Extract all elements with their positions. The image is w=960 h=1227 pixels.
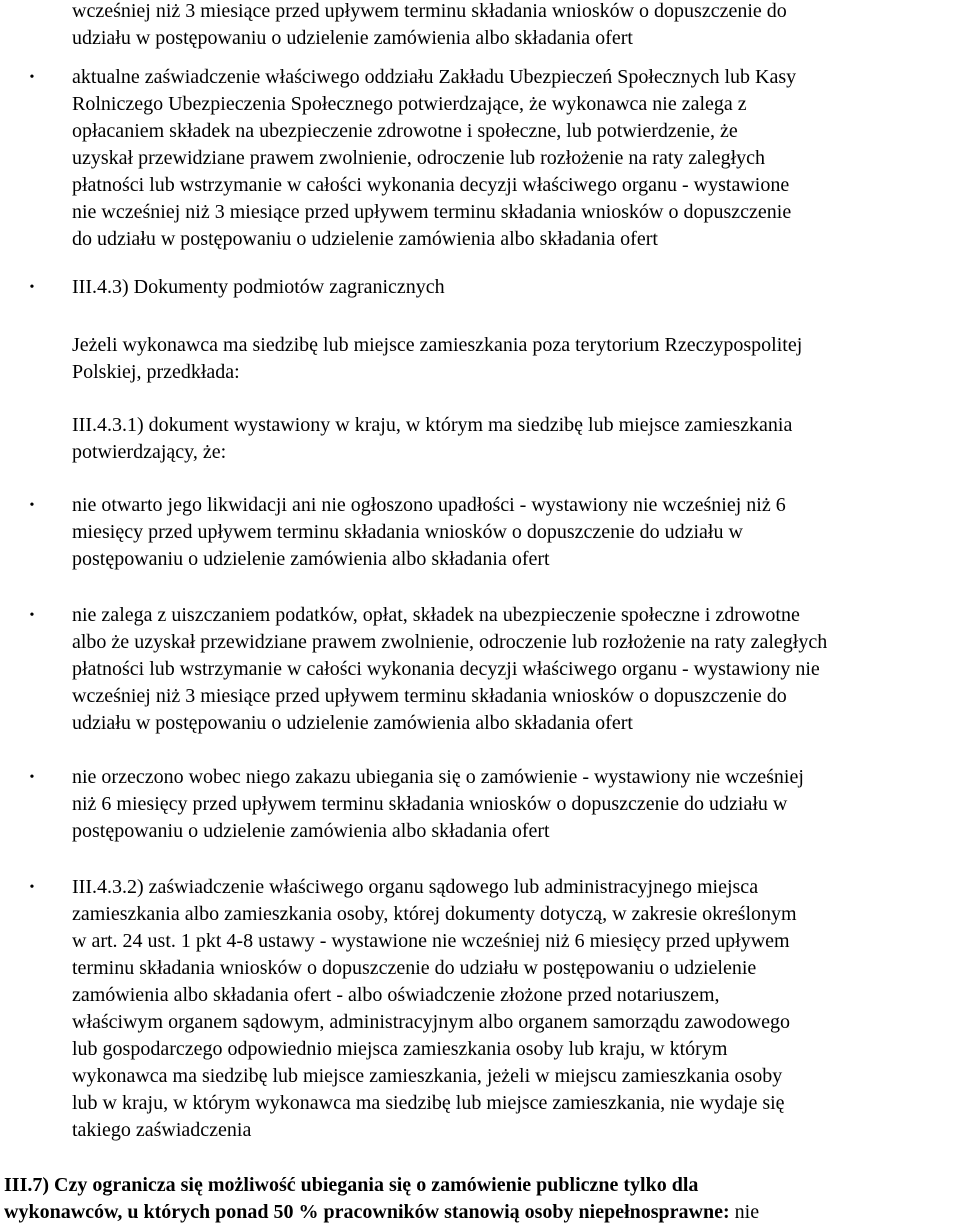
text-line: aktualne zaświadczenie właściwego oddziału Zakładu Ubezpieczeń Społecznych lub Kasy (72, 66, 797, 88)
bullet-marker: • (29, 70, 35, 85)
list-item-no-ban (72, 764, 957, 845)
text-line: Polskiej, przedkłada: (72, 361, 240, 383)
text-line: zamieszkania albo zamieszkania osoby, której dokumenty dotyczą, w zakresie określonym (72, 903, 797, 925)
text-line: opłacaniem składek na ubezpieczenie zdrowotne i społeczne, lub potwierdzenie, że (72, 120, 738, 142)
list-item-zus-certificate (72, 64, 957, 253)
text-line: nie orzeczono wobec niego zakazu ubiegania się o zamówienie - wystawiony nie wcześniej (72, 766, 804, 788)
text-line: miesięcy przed upływem terminu składania wniosków o dopuszczenie do udziału w (72, 521, 743, 543)
bullet-marker: • (29, 498, 35, 513)
section-answer: nie (729, 1201, 760, 1223)
text-line: Rolniczego Ubezpieczenia Społecznego potwierdzające, że wykonawca nie zalega z (72, 93, 747, 115)
section-question-line: III.7) Czy ogranicza się możliwość ubiegania się o zamówienie publiczne tylko dla (4, 1174, 699, 1196)
bullet-marker: • (29, 770, 35, 785)
text-line: lub gospodarczego odpowiednio miejsca zamieszkania osoby lub kraju, w którym (72, 1038, 728, 1060)
text-line: III.4.3.1) dokument wystawiony w kraju, w którym ma siedzibę lub miejsce zamieszkania (72, 414, 793, 436)
paragraph-foreign-residence (72, 332, 957, 386)
section-iii-7 (4, 1172, 959, 1226)
list-item-iii-4-3-2 (72, 874, 957, 1144)
text-line: Jeżeli wykonawca ma siedzibę lub miejsce zamieszkania poza terytorium Rzeczypospolitej (72, 334, 803, 356)
continuation-paragraph (72, 0, 957, 52)
text-line: nie otwarto jego likwidacji ani nie ogłoszono upadłości - wystawiony nie wcześniej niż 6 (72, 494, 786, 516)
bullet-marker: • (29, 608, 35, 623)
bullet-marker: • (29, 280, 35, 295)
text-line: niż 6 miesięcy przed upływem terminu składania wniosków o dopuszczenie do udziału w (72, 793, 788, 815)
text-line: wykonawca ma siedzibę lub miejsce zamieszkania, jeżeli w miejscu zamieszkania osoby (72, 1065, 783, 1087)
text-line: postępowaniu o udzielenie zamówienia albo składania ofert (72, 548, 550, 570)
text-line: nie wcześniej niż 3 miesiące przed upływem terminu składania wniosków o dopuszczenie (72, 201, 792, 223)
text-line: albo że uzyskał przewidziane prawem zwolnienie, odroczenie lub rozłożenie na raty zaległych (72, 631, 828, 653)
list-item-no-tax-arrears (72, 602, 957, 737)
section-question-line (4, 1199, 959, 1226)
text-line: postępowaniu o udzielenie zamówienia albo składania ofert (72, 820, 550, 842)
text-line: zamówienia albo składania ofert - albo oświadczenie złożone przed notariuszem, (72, 984, 720, 1006)
text-line: III.4.3.2) zaświadczenie właściwego organu sądowego lub administracyjnego miejsca (72, 876, 759, 898)
list-item-no-liquidation (72, 492, 957, 573)
text-line: wcześniej niż 3 miesiące przed upływem terminu składania wniosków o dopuszczenie do (72, 685, 787, 707)
bullet-marker: • (29, 880, 35, 895)
text-line: właściwym organem sądowym, administracyjnym albo organem samorządu zawodowego (72, 1011, 790, 1033)
paragraph-iii-4-3-1 (72, 412, 957, 466)
text-line: nie zalega z uiszczaniem podatków, opłat, składek na ubezpieczenie społeczne i zdrowotne (72, 604, 800, 626)
list-item-foreign-documents-heading (72, 274, 957, 301)
text-line: udziału w postępowaniu o udzielenie zamówienia albo składania ofert (72, 712, 633, 734)
text-line: płatności lub wstrzymanie w całości wykonania decyzji właściwego organu - wystawiony nie (72, 658, 820, 680)
section-question-text: wykonawców, u których ponad 50 % pracowników stanowią osoby niepełnosprawne: (4, 1201, 730, 1223)
section-heading: III.4.3) Dokumenty podmiotów zagranicznych (72, 276, 445, 298)
text-line: wcześniej niż 3 miesiące przed upływem terminu składania wniosków o dopuszczenie do (72, 0, 787, 22)
text-line: udziału w postępowaniu o udzielenie zamówienia albo składania ofert (72, 27, 633, 49)
text-line: do udziału w postępowaniu o udzielenie zamówienia albo składania ofert (72, 228, 658, 250)
text-line: płatności lub wstrzymanie w całości wykonania decyzji właściwego organu - wystawione (72, 174, 790, 196)
text-line: takiego zaświadczenia (72, 1119, 252, 1141)
text-line: w art. 24 ust. 1 pkt 4-8 ustawy - wystawione nie wcześniej niż 6 miesięcy przed upływem (72, 930, 790, 952)
text-line: terminu składania wniosków o dopuszczenie do udziału w postępowaniu o udzielenie (72, 957, 757, 979)
text-line: lub w kraju, w którym wykonawca ma siedzibę lub miejsce zamieszkania, nie wydaje się (72, 1092, 785, 1114)
text-line: uzyskał przewidziane prawem zwolnienie, odroczenie lub rozłożenie na raty zaległych (72, 147, 766, 169)
text-line: potwierdzający, że: (72, 441, 227, 463)
